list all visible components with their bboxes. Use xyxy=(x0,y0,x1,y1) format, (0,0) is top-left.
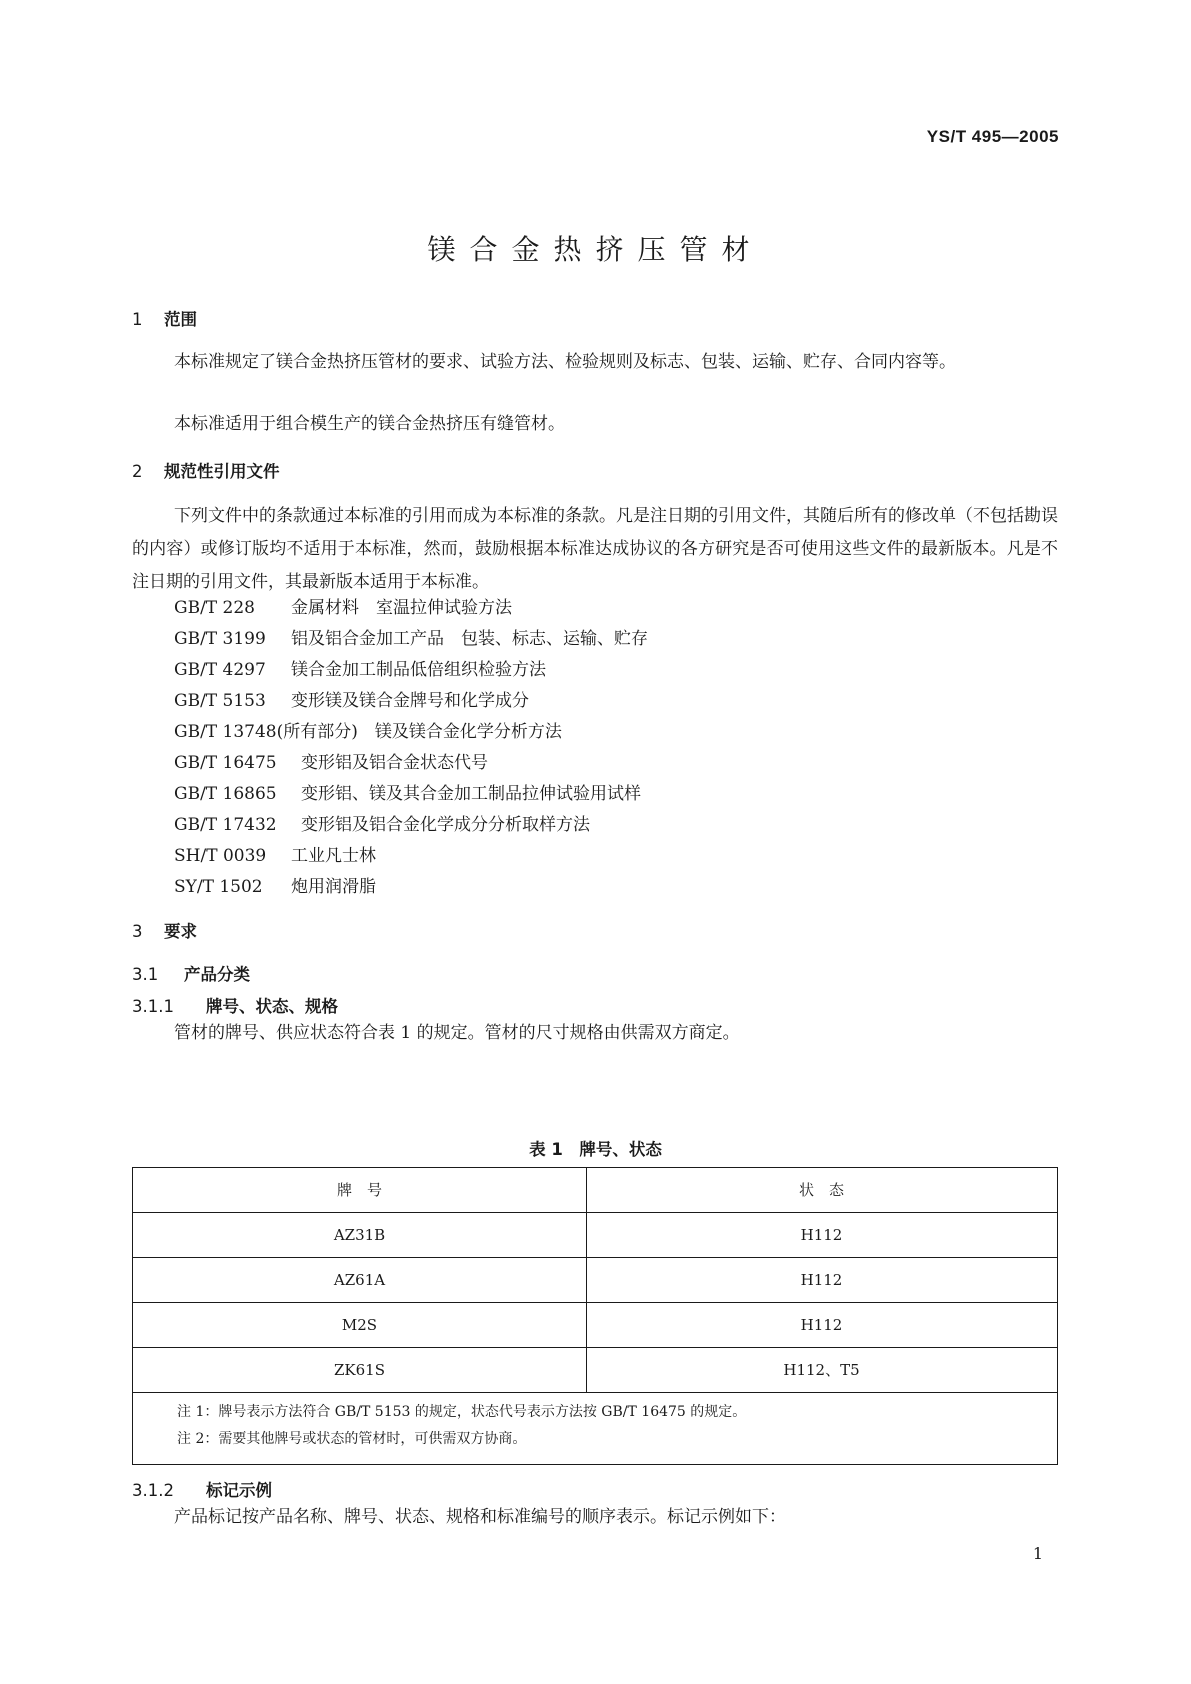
reference-title: 变形铝及铝合金化学成分分析取样方法 xyxy=(301,815,590,835)
table-row xyxy=(133,1258,1057,1303)
section-2-heading xyxy=(132,458,280,482)
table-1 xyxy=(132,1167,1058,1465)
section-1-paragraph-1: 本标准规定了镁合金热挤压管材的要求、试验方法、检验规则及标志、包装、运输、贮存、合同内容等。 xyxy=(174,352,956,372)
table-cell-temper: H112 xyxy=(800,1316,843,1334)
reference-title: 工业凡士林 xyxy=(291,846,376,866)
reference-item xyxy=(174,716,562,749)
reference-item xyxy=(174,747,488,780)
section-3-1-heading xyxy=(132,961,250,985)
reference-code: GB/T 16475 xyxy=(174,753,277,773)
section-number: 3.1.2 xyxy=(132,1481,174,1500)
reference-title: 炮用润滑脂 xyxy=(291,877,376,897)
section-3-1-1-heading xyxy=(132,993,338,1017)
section-number: 2 xyxy=(132,462,143,481)
table-header-temper: 状 态 xyxy=(798,1181,844,1199)
section-3-1-2-paragraph: 产品标记按产品名称、牌号、状态、规格和标准编号的顺序表示。标记示例如下： xyxy=(174,1507,786,1527)
reference-item xyxy=(174,623,648,656)
table-cell-temper: H112 xyxy=(800,1271,843,1289)
table-cell-temper: H112 xyxy=(800,1226,843,1244)
table-row xyxy=(133,1348,1057,1393)
table-cell-grade: M2S xyxy=(133,1303,587,1347)
section-number: 1 xyxy=(132,310,143,329)
table-note-1: 注 1：牌号表示方法符合 GB/T 5153 的规定，状态代号表示方法按 GB/T 16475 的规定。 xyxy=(177,1404,747,1420)
section-title: 要求 xyxy=(164,922,197,941)
reference-code: GB/T 4297 xyxy=(174,660,266,680)
table-row xyxy=(133,1303,1057,1348)
section-title: 牌号、状态、规格 xyxy=(206,997,338,1016)
section-1-paragraph-2: 本标准适用于组合模生产的镁合金热挤压有缝管材。 xyxy=(174,414,565,434)
table-caption: 表 1 牌号、状态 xyxy=(529,1140,662,1159)
reference-title: 变形铝及铝合金状态代号 xyxy=(301,753,488,773)
reference-title: 变形镁及镁合金牌号和化学成分 xyxy=(291,691,529,711)
section-title: 范围 xyxy=(164,310,197,329)
reference-code: GB/T 13748(所有部分) xyxy=(174,722,358,742)
reference-item xyxy=(174,685,529,718)
table-note-2: 注 2：需要其他牌号或状态的管材时，可供需双方协商。 xyxy=(177,1431,527,1447)
reference-item xyxy=(174,778,641,811)
table-header-row xyxy=(133,1168,1057,1213)
reference-title: 金属材料 室温拉伸试验方法 xyxy=(291,598,512,618)
reference-code: GB/T 5153 xyxy=(174,691,266,711)
reference-item xyxy=(174,592,512,625)
page-number: 1 xyxy=(1032,1544,1043,1563)
reference-title: 镁合金加工制品低倍组织检验方法 xyxy=(291,660,546,680)
section-number: 3.1.1 xyxy=(132,997,174,1016)
reference-code: GB/T 228 xyxy=(174,598,255,618)
section-2-paragraph-1: 下列文件中的条款通过本标准的引用而成为本标准的条款。凡是注日期的引用文件，其随后所有的修改单（不包括勘误的内容）或修订版均不适用于本标准，然而，鼓励根据本标准达成协议的各方研究是否可使用这些文件的最新版本。凡是不注日期的引用文件，其最新版本适用于本标准。 xyxy=(132,506,1058,592)
reference-code: GB/T 3199 xyxy=(174,629,266,649)
section-title: 规范性引用文件 xyxy=(164,462,280,481)
reference-item xyxy=(174,840,376,873)
table-header-grade: 牌 号 xyxy=(133,1168,587,1212)
section-3-1-2-heading xyxy=(132,1477,272,1501)
section-3-1-1-paragraph: 管材的牌号、供应状态符合表 1 的规定。管材的尺寸规格由供需双方商定。 xyxy=(174,1023,740,1043)
table-row xyxy=(133,1213,1057,1258)
reference-title: 镁及镁合金化学分析方法 xyxy=(374,722,562,742)
section-1-heading xyxy=(132,306,197,330)
document-title: 镁合金热挤压管材 xyxy=(427,233,764,266)
section-title: 标记示例 xyxy=(206,1481,272,1500)
reference-item xyxy=(174,871,376,904)
table-cell-temper: H112、T5 xyxy=(783,1361,860,1379)
standard-code: YS/T 495—2005 xyxy=(926,127,1059,146)
reference-item xyxy=(174,809,590,842)
section-3-heading xyxy=(132,918,197,942)
section-number: 3 xyxy=(132,922,143,941)
reference-code: GB/T 17432 xyxy=(174,815,277,835)
table-cell-grade: AZ61A xyxy=(133,1258,587,1302)
reference-title: 变形铝、镁及其合金加工制品拉伸试验用试样 xyxy=(301,784,641,804)
reference-item xyxy=(174,654,546,687)
section-number: 3.1 xyxy=(132,965,159,984)
table-cell-grade: ZK61S xyxy=(133,1348,587,1392)
reference-code: SY/T 1502 xyxy=(174,877,263,897)
section-title: 产品分类 xyxy=(184,965,250,984)
reference-code: SH/T 0039 xyxy=(174,846,267,866)
reference-title: 铝及铝合金加工产品 包装、标志、运输、贮存 xyxy=(291,629,648,649)
table-cell-grade: AZ31B xyxy=(133,1213,587,1257)
reference-code: GB/T 16865 xyxy=(174,784,277,804)
